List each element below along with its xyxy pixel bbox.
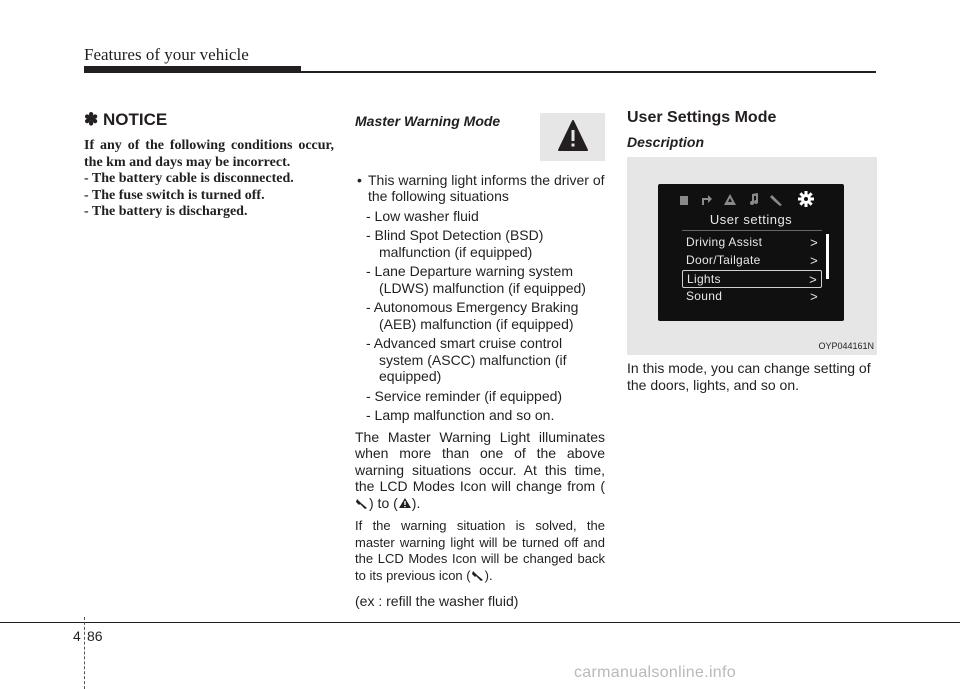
scrollbar[interactable] xyxy=(826,234,829,279)
wrench-icon xyxy=(471,569,485,581)
watermark: carmanualsonline.info xyxy=(574,664,736,681)
wrench-icon xyxy=(770,195,782,206)
description-title: Description xyxy=(627,133,705,150)
figure-caption: OYP044161N xyxy=(818,341,874,351)
notice-body: If any of the following conditions occur, the km and days may be incorrect. xyxy=(84,138,334,170)
paragraph-text: ). xyxy=(411,494,421,511)
menu-item-label: Door/Tailgate xyxy=(686,253,761,267)
menu-item-label: Driving Assist xyxy=(686,235,763,249)
menu-item-door-tailgate[interactable] xyxy=(682,252,822,270)
chevron-right-icon: > xyxy=(810,235,818,250)
footer-divider xyxy=(84,617,85,689)
notice-title: ✽ NOTICE xyxy=(84,110,168,129)
user-settings-section xyxy=(627,110,877,150)
list-item: - The battery cable is disconnected. xyxy=(84,171,294,186)
mode-icons-row xyxy=(668,188,834,210)
paragraph-text: If the warning situation is solved, the master warning light will be turned off and the LCD Modes Icon will be changed back to its previous icon ( xyxy=(355,518,605,583)
music-note-icon xyxy=(750,193,758,205)
menu-item-lights[interactable] xyxy=(682,270,822,288)
list-item: - Lamp malfunction and so on. xyxy=(366,407,555,423)
gear-icon xyxy=(798,191,814,207)
wrench-icon xyxy=(355,497,369,509)
user-settings-title: User Settings Mode xyxy=(627,109,777,126)
chevron-right-icon: > xyxy=(810,289,818,304)
master-warning-paragraph xyxy=(355,429,605,512)
driving-assist-icon xyxy=(724,194,736,205)
list-item: - Lane Departure warning system (LDWS) malfunction (if equipped) xyxy=(366,263,586,296)
user-settings-body: In this mode, you can change setting of the doors, lights, and so on. xyxy=(627,360,871,393)
list-item: - The battery is discharged. xyxy=(84,204,248,219)
lcd-screen xyxy=(658,184,844,321)
master-warning-paragraph-2 xyxy=(355,518,605,584)
master-warning-title: Master Warning Mode xyxy=(355,113,501,129)
chevron-right-icon: > xyxy=(810,253,818,268)
warning-situations-list xyxy=(355,208,605,424)
master-warning-example: (ex : refill the washer fluid) xyxy=(355,593,519,609)
screen-title: User settings xyxy=(709,212,793,227)
list-item: - Autonomous Emergency Braking (AEB) malfunction (if equipped) xyxy=(366,299,579,332)
page-header-title: Features of your vehicle xyxy=(84,45,249,64)
section-number: 4 xyxy=(73,628,81,644)
paragraph-text: The Master Warning Light illuminates when more than one of the above warning situations occur. At this time, the LCD Modes Icon will change from ( xyxy=(355,428,605,494)
paragraph-text: ). xyxy=(484,567,493,583)
screen-divider xyxy=(682,230,822,231)
list-item: - Advanced smart cruise control system (ASCC) malfunction (if equipped) xyxy=(366,335,567,384)
master-warning-bullet: • This warning light informs the driver of the following situations xyxy=(355,172,605,205)
list-item: - Low washer fluid xyxy=(366,207,479,224)
list-item: - Service reminder (if equipped) xyxy=(366,387,563,404)
trip-computer-icon xyxy=(680,196,688,205)
chevron-right-icon: > xyxy=(809,272,817,287)
menu-item-driving-assist[interactable] xyxy=(682,234,822,252)
notice-list xyxy=(84,171,334,221)
user-settings-figure xyxy=(627,157,877,355)
page-number: 86 xyxy=(87,628,103,644)
list-item: - The fuse switch is turned off. xyxy=(84,187,265,203)
menu-item-label: Lights xyxy=(687,272,721,286)
notice-box xyxy=(84,110,334,221)
menu-item-label: Sound xyxy=(686,289,723,303)
menu-item-sound[interactable] xyxy=(682,288,822,306)
master-warning-section xyxy=(355,110,605,610)
footer-rule xyxy=(0,622,960,623)
turn-by-turn-icon xyxy=(702,195,712,205)
warning-triangle-icon xyxy=(398,497,412,509)
paragraph-text: ) to ( xyxy=(369,494,398,511)
list-item: - Blind Spot Detection (BSD) malfunction (if equipped) xyxy=(366,227,544,260)
header-rule-thin xyxy=(84,71,876,73)
